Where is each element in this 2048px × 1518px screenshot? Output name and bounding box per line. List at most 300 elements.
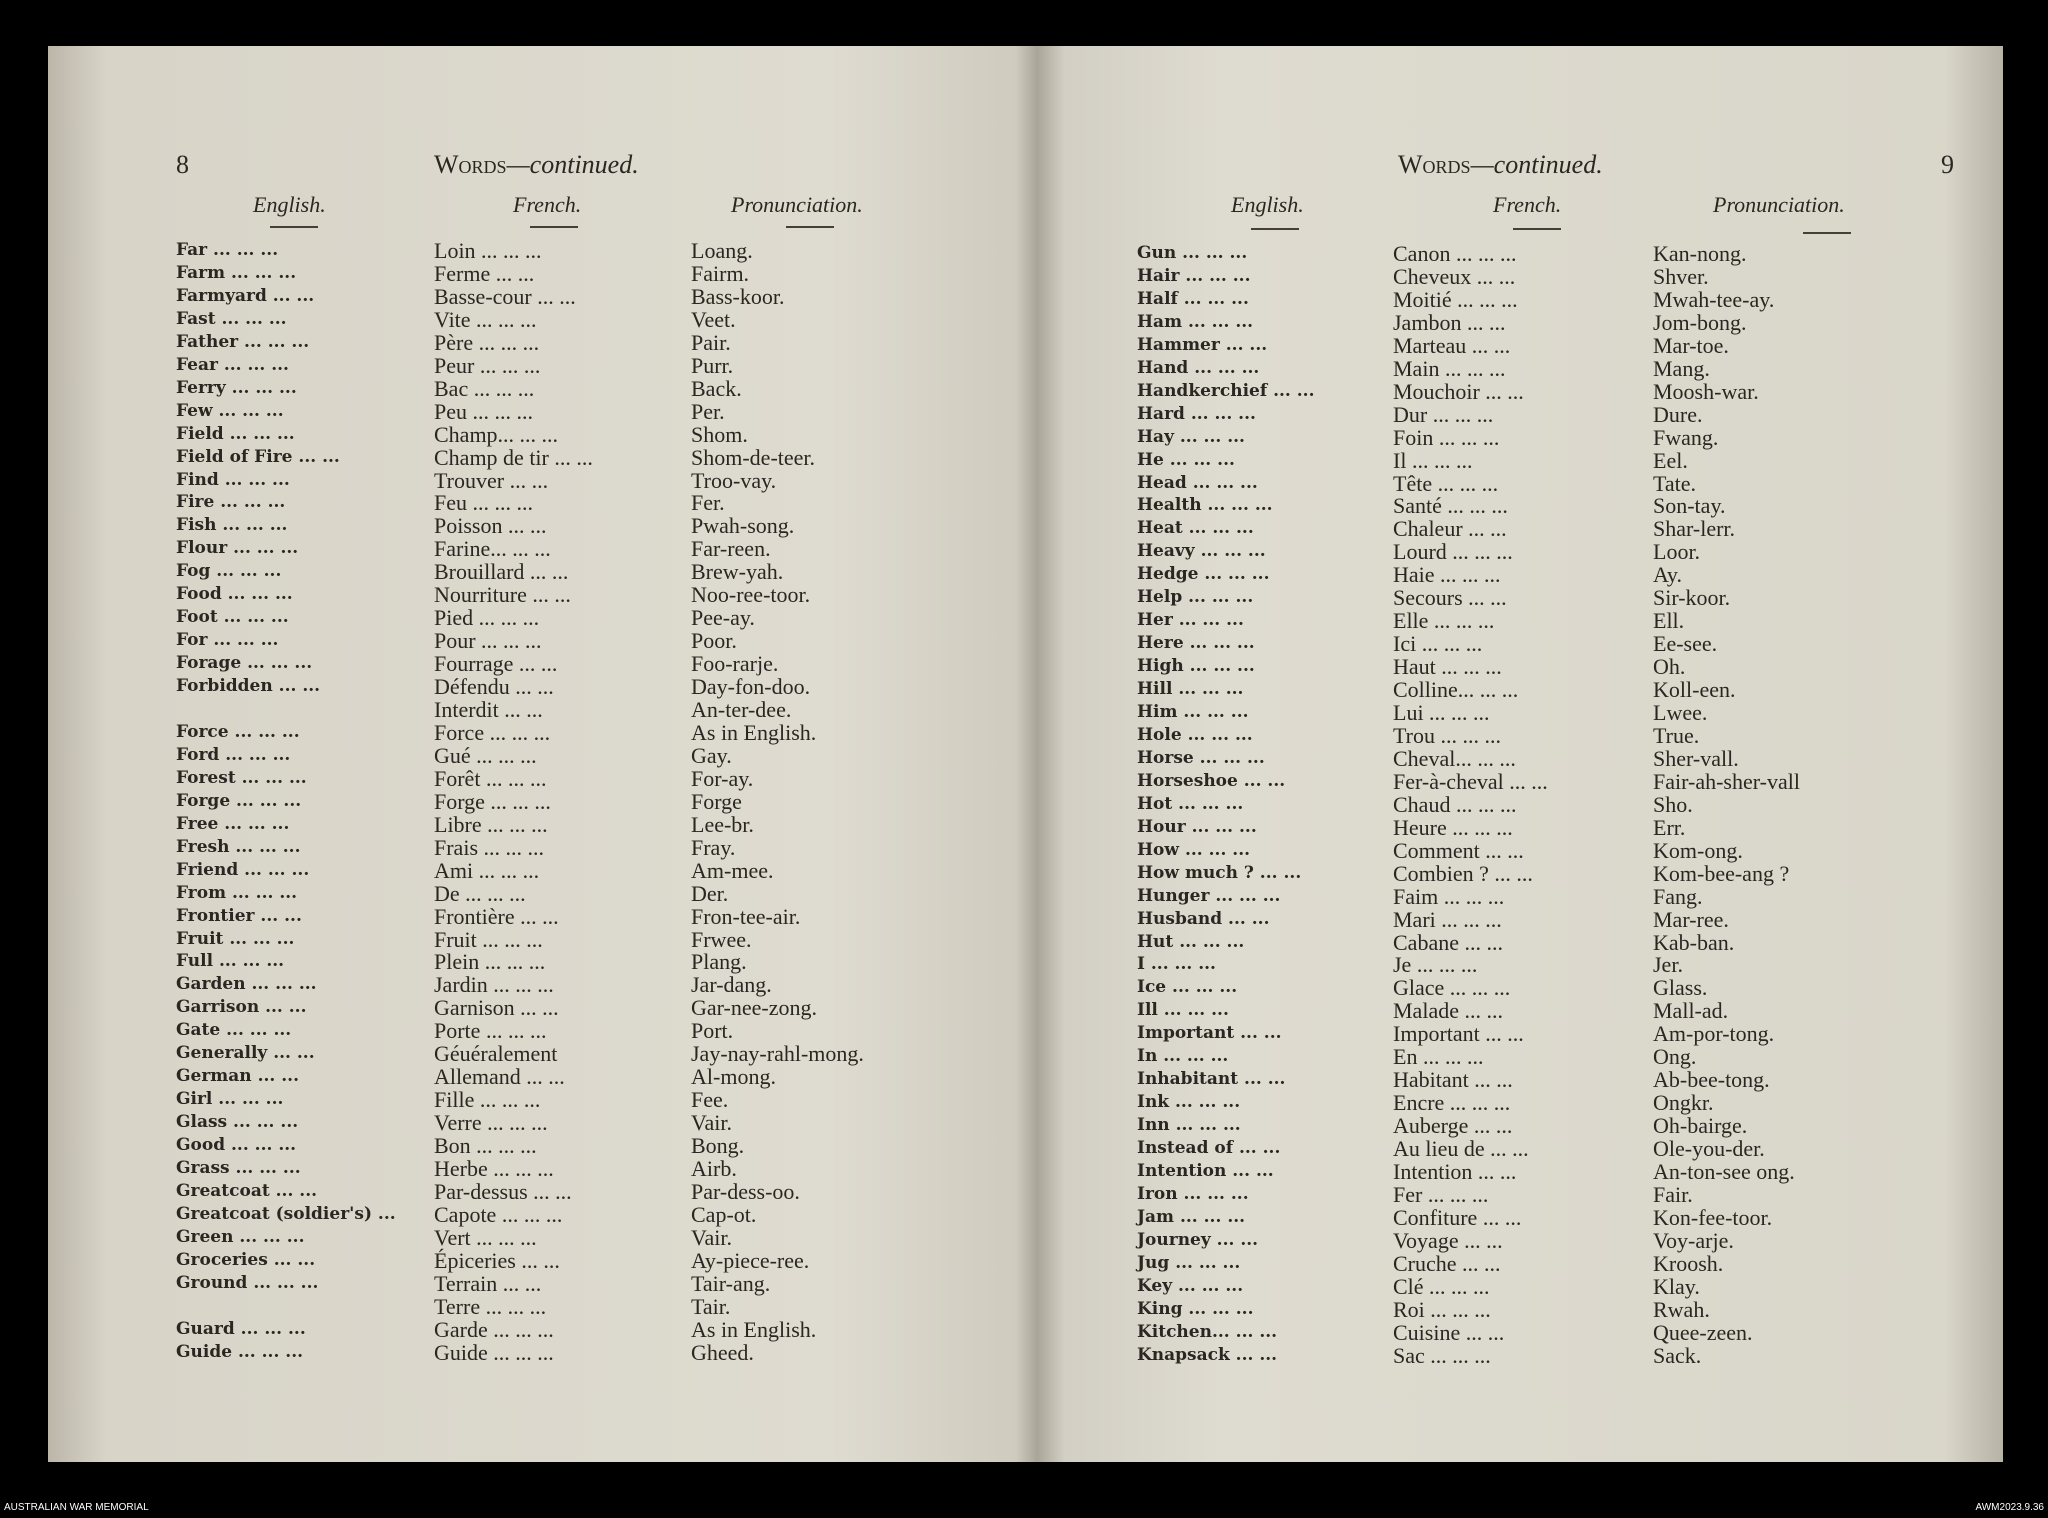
word-row	[1033, 1068, 2003, 1091]
pronunciation: Fair-ah-sher-vall	[1653, 768, 1800, 794]
pronunciation: Sho.	[1653, 791, 1693, 817]
col-rule	[530, 226, 578, 228]
word-row	[1033, 1344, 2003, 1367]
word-row	[1033, 1022, 2003, 1045]
pronunciation: Shver.	[1653, 263, 1709, 289]
french-word: Frais ... ... ...	[434, 834, 544, 860]
english-word: Guard ... ... ...	[176, 1318, 306, 1339]
english-word: German ... ...	[176, 1066, 300, 1087]
pronunciation: Port.	[691, 1018, 734, 1044]
french-word: Roi ... ... ...	[1393, 1296, 1491, 1322]
pronunciation: Kan-nong.	[1653, 241, 1747, 266]
word-row	[1033, 288, 2003, 311]
french-word: Peu ... ... ...	[434, 398, 533, 424]
french-word: Cheval... ... ...	[1393, 745, 1516, 771]
word-row	[48, 652, 1033, 675]
word-row	[1033, 1114, 2003, 1137]
french-word: Plein ... ... ...	[434, 949, 546, 975]
word-row	[48, 239, 1033, 262]
english-word: Horse ... ... ...	[1137, 747, 1265, 768]
pronunciation: Am-mee.	[691, 857, 774, 883]
pronunciation: Tate.	[1653, 470, 1697, 496]
english-word: Far ... ... ...	[176, 240, 279, 260]
pronunciation: True.	[1653, 722, 1700, 748]
page-number: 8	[176, 150, 189, 179]
french-word: Nourriture ... ...	[434, 582, 571, 608]
english-word: Garden ... ... ...	[176, 974, 317, 995]
pronunciation: Fairm.	[691, 260, 750, 286]
word-row	[48, 308, 1033, 331]
word-row	[1033, 426, 2003, 449]
word-row	[48, 790, 1033, 813]
english-word: Iron ... ... ...	[1137, 1183, 1249, 1204]
word-row	[48, 721, 1033, 744]
french-word: Ferme ... ...	[434, 260, 535, 286]
word-row	[48, 1203, 1033, 1226]
french-word: Épiceries ... ...	[434, 1247, 560, 1273]
word-row	[1033, 1298, 2003, 1321]
english-word: Green ... ... ...	[176, 1226, 305, 1247]
word-row	[1033, 311, 2003, 334]
word-row	[1033, 563, 2003, 586]
french-word: Feu ... ... ...	[434, 490, 533, 516]
word-row	[1033, 1160, 2003, 1183]
pronunciation: Ole-you-der.	[1653, 1136, 1765, 1162]
french-word: Farine... ... ...	[434, 536, 551, 562]
right-page	[1033, 46, 2003, 1462]
pronunciation: Ab-bee-tong.	[1653, 1067, 1770, 1093]
english-word: Fire ... ... ...	[176, 492, 286, 513]
pronunciation: Kon-fee-toor.	[1653, 1204, 1773, 1230]
english-word: Ferry ... ... ...	[176, 377, 297, 398]
pronunciation: Der.	[691, 880, 729, 906]
pronunciation: Airb.	[691, 1156, 737, 1181]
word-row	[48, 1134, 1033, 1157]
word-row	[48, 446, 1033, 469]
english-word: Girl ... ... ...	[176, 1089, 284, 1110]
word-row	[1033, 380, 2003, 403]
pronunciation: Gheed.	[691, 1339, 754, 1365]
pronunciation: Voy-arje.	[1653, 1227, 1734, 1253]
english-word: Groceries ... ...	[176, 1249, 316, 1270]
word-row	[1033, 793, 2003, 816]
word-row	[48, 1226, 1033, 1249]
word-row	[1033, 1252, 2003, 1275]
word-row	[48, 1295, 1033, 1318]
word-row	[1033, 724, 2003, 747]
pronunciation: Koll-een.	[1653, 677, 1736, 703]
pronunciation: Shom.	[691, 421, 748, 447]
french-word: Pour ... ... ...	[434, 628, 542, 654]
english-word: Her ... ... ...	[1137, 610, 1244, 631]
english-word: Knapsack ... ...	[1137, 1344, 1278, 1365]
pronunciation: Tair-ang.	[691, 1270, 771, 1296]
pronunciation: Sir-koor.	[1653, 585, 1731, 611]
word-row	[48, 1318, 1033, 1341]
english-word: Gun ... ... ...	[1137, 243, 1248, 263]
french-word: Peur ... ... ...	[434, 352, 541, 378]
french-word: Guide ... ... ...	[434, 1339, 554, 1365]
english-word: Fast ... ... ...	[176, 308, 287, 329]
word-row	[48, 1249, 1033, 1272]
col-header-pronunciation: Pronunciation.	[731, 192, 863, 217]
col-rule	[786, 226, 834, 228]
pronunciation: Per.	[691, 398, 725, 424]
french-word: Elle ... ... ...	[1393, 608, 1495, 634]
french-word: Ami ... ... ...	[434, 857, 540, 883]
french-word: Fruit ... ... ...	[434, 926, 543, 952]
pronunciation: Mar-toe.	[1653, 332, 1729, 358]
pronunciation: Loor.	[1653, 539, 1701, 565]
english-word: Hammer ... ...	[1137, 334, 1268, 355]
french-word: Ici ... ... ...	[1393, 631, 1483, 657]
word-row	[48, 675, 1033, 698]
footer-id: AWM2023.9.36	[1975, 1502, 2044, 1513]
english-word: Hedge ... ... ...	[1137, 564, 1270, 585]
word-row	[1033, 242, 2003, 265]
english-word: Guide ... ... ...	[176, 1341, 304, 1362]
word-row	[1033, 334, 2003, 357]
word-row	[1033, 885, 2003, 908]
french-word: Voyage ... ...	[1393, 1227, 1503, 1253]
pronunciation: Rwah.	[1653, 1296, 1710, 1322]
english-word: Fog ... ... ...	[176, 561, 282, 582]
english-word: Force ... ... ...	[176, 721, 300, 742]
french-word: Frontière ... ...	[434, 903, 559, 929]
pronunciation: Ong.	[1653, 1044, 1697, 1070]
english-word: How ... ... ...	[1137, 839, 1251, 860]
pronunciation: Oh.	[1653, 654, 1686, 680]
pronunciation: Pee-ay.	[691, 605, 755, 631]
english-word: Flour ... ... ...	[176, 538, 299, 559]
word-row	[48, 905, 1033, 928]
french-word: Lui ... ... ...	[1393, 700, 1490, 725]
pronunciation: As in English.	[691, 1316, 817, 1342]
french-word: Géuéralement	[434, 1041, 558, 1067]
pronunciation: Troo-vay.	[691, 467, 777, 493]
footer-credit: AUSTRALIAN WAR MEMORIAL	[4, 1502, 149, 1513]
french-word: Mari ... ... ...	[1393, 906, 1502, 932]
pronunciation: Vair.	[691, 1110, 732, 1136]
word-row	[1033, 609, 2003, 632]
pronunciation: Moosh-war.	[1653, 378, 1759, 404]
word-row	[1033, 265, 2003, 288]
pronunciation: For-ay.	[691, 765, 754, 791]
english-word: Inn ... ... ...	[1137, 1115, 1241, 1136]
word-row	[48, 1019, 1033, 1042]
word-row	[1033, 540, 2003, 563]
english-word: Hair ... ... ...	[1137, 265, 1251, 286]
english-word: Fish ... ... ...	[176, 515, 288, 536]
french-word: Allemand ... ...	[434, 1064, 565, 1090]
pronunciation: Fron-tee-air.	[691, 903, 801, 929]
word-row	[48, 629, 1033, 652]
pronunciation: Lwee.	[1653, 700, 1708, 725]
pronunciation: Pair.	[691, 329, 731, 355]
word-row	[48, 285, 1033, 308]
pronunciation: Klay.	[1653, 1273, 1700, 1299]
pronunciation: Ay-piece-ree.	[691, 1247, 810, 1273]
word-row	[1033, 586, 2003, 609]
word-row	[1033, 517, 2003, 540]
english-word: Generally ... ...	[176, 1043, 315, 1064]
pronunciation: Fer.	[691, 490, 725, 516]
french-word: Trou ... ... ...	[1393, 722, 1501, 748]
french-word: Gué ... ... ...	[434, 742, 537, 768]
pronunciation: Kom-bee-ang ?	[1653, 860, 1790, 886]
english-word: In ... ... ...	[1137, 1046, 1229, 1067]
pronunciation: Jer.	[1653, 952, 1683, 978]
english-word: Ice ... ... ...	[1137, 977, 1238, 998]
english-word: Hole ... ... ...	[1137, 724, 1253, 745]
french-word: Bac ... ... ...	[434, 375, 535, 401]
word-row	[1033, 1321, 2003, 1344]
french-word: Malade ... ...	[1393, 998, 1503, 1024]
word-row	[48, 469, 1033, 492]
french-word: Jardin ... ... ...	[434, 972, 554, 998]
word-row	[48, 1088, 1033, 1111]
french-word: Tête ... ... ...	[1393, 470, 1499, 496]
english-word: Forbidden ... ...	[176, 676, 321, 697]
pronunciation: Fang.	[1653, 883, 1703, 909]
french-word: Mouchoir ... ...	[1393, 378, 1524, 404]
english-word: Hot ... ... ...	[1137, 793, 1244, 814]
english-word: Help ... ... ...	[1137, 587, 1254, 608]
left-page	[48, 46, 1033, 1462]
pronunciation: Dure.	[1653, 401, 1703, 427]
english-word: How much ? ... ...	[1137, 862, 1302, 883]
french-word: Encre ... ... ...	[1393, 1090, 1511, 1116]
french-word: Libre ... ... ...	[434, 811, 548, 837]
page-number: 9	[1941, 150, 1954, 179]
pronunciation: Sack.	[1653, 1342, 1702, 1368]
pronunciation: Mar-ree.	[1653, 906, 1729, 932]
english-word: Hour ... ... ...	[1137, 816, 1257, 837]
french-word: Champ de tir ... ...	[434, 444, 593, 470]
english-word: Kitchen... ... ...	[1137, 1321, 1278, 1342]
word-row	[1033, 403, 2003, 426]
word-row	[1033, 678, 2003, 701]
word-row	[1033, 357, 2003, 380]
pronunciation: Ell.	[1653, 608, 1685, 634]
pronunciation: Plang.	[691, 949, 747, 975]
col-header-french: French.	[513, 192, 582, 217]
english-word: Foot ... ... ...	[176, 607, 289, 628]
pronunciation: Son-tay.	[1653, 493, 1726, 519]
pronunciation: Noo-ree-toor.	[691, 582, 811, 608]
word-row	[48, 377, 1033, 400]
french-word: Habitant ... ...	[1393, 1067, 1513, 1093]
french-word: Brouillard ... ...	[434, 559, 569, 585]
pronunciation: Day-fon-doo.	[691, 674, 811, 700]
french-word: Pied ... ... ...	[434, 605, 540, 631]
word-row	[1033, 1045, 2003, 1068]
pronunciation: Glass.	[1653, 975, 1708, 1001]
word-row	[1033, 770, 2003, 793]
word-row	[48, 1341, 1033, 1364]
french-word: Fer ... ... ...	[1393, 1181, 1489, 1207]
pronunciation: An-ter-dee.	[691, 697, 792, 722]
pronunciation: Mang.	[1653, 355, 1710, 381]
word-row	[48, 1042, 1033, 1065]
word-row	[1033, 1091, 2003, 1114]
col-header-english: English.	[253, 192, 326, 217]
french-word: Santé ... ... ...	[1393, 493, 1508, 519]
english-word: Farm ... ... ...	[176, 262, 297, 283]
col-rule	[1513, 228, 1561, 230]
english-word: Jug ... ... ...	[1137, 1252, 1241, 1273]
english-word: Forest ... ... ...	[176, 767, 307, 788]
pronunciation: Gar-nee-zong.	[691, 995, 817, 1021]
word-row	[48, 423, 1033, 446]
french-word: Clé ... ... ...	[1393, 1273, 1490, 1299]
english-word: Field ... ... ...	[176, 423, 295, 444]
pronunciation: Par-dess-oo.	[691, 1178, 800, 1204]
word-row	[48, 331, 1033, 354]
word-row	[48, 1065, 1033, 1088]
pronunciation: Brew-yah.	[691, 559, 784, 585]
french-word: Faim ... ... ...	[1393, 883, 1505, 909]
running-head: Words—continued.	[434, 150, 639, 179]
word-row	[48, 400, 1033, 423]
word-row	[48, 560, 1033, 583]
pronunciation: Fair.	[1653, 1181, 1693, 1207]
french-word: Vert ... ... ...	[434, 1224, 537, 1250]
french-word: Bon ... ... ...	[434, 1133, 537, 1159]
french-word: Cruche ... ...	[1393, 1250, 1501, 1276]
french-word: Comment ... ...	[1393, 837, 1524, 863]
pronunciation: As in English.	[691, 719, 817, 745]
french-word: Cuisine ... ...	[1393, 1319, 1505, 1345]
word-row	[1033, 472, 2003, 495]
french-word: Capote ... ... ...	[434, 1201, 563, 1227]
french-word: Heure ... ... ...	[1393, 814, 1513, 840]
word-row	[1033, 1206, 2003, 1229]
english-word: Head ... ... ...	[1137, 472, 1258, 493]
pronunciation: Loang.	[691, 238, 753, 263]
french-word: Forêt ... ... ...	[434, 765, 547, 791]
pronunciation: Gay.	[691, 742, 732, 768]
french-word: Force ... ... ...	[434, 719, 551, 745]
french-word: Important ... ...	[1393, 1021, 1524, 1047]
pronunciation: Lee-br.	[691, 811, 754, 837]
pronunciation: Ay.	[1653, 562, 1682, 588]
english-word: Fresh ... ... ...	[176, 836, 301, 857]
french-word: Cabane ... ...	[1393, 929, 1503, 955]
french-word: Main ... ... ...	[1393, 355, 1506, 381]
pronunciation: Poor.	[691, 628, 737, 654]
english-word: Hay ... ... ...	[1137, 426, 1245, 447]
french-word: Par-dessus ... ...	[434, 1178, 572, 1204]
pronunciation: Purr.	[691, 352, 734, 378]
pronunciation: Ongkr.	[1653, 1090, 1714, 1116]
french-word: Au lieu de ... ...	[1393, 1136, 1529, 1162]
pronunciation: Fwang.	[1653, 424, 1719, 450]
word-row	[1033, 449, 2003, 472]
english-word: Few ... ... ...	[176, 400, 284, 421]
pronunciation: Foo-rarje.	[691, 651, 779, 677]
english-word: Ham ... ... ...	[1137, 311, 1254, 332]
french-word: Herbe ... ... ...	[434, 1156, 554, 1181]
french-word: Il ... ... ...	[1393, 447, 1473, 473]
word-row	[48, 354, 1033, 377]
pronunciation: Tair.	[691, 1293, 731, 1319]
col-rule	[1803, 232, 1851, 234]
word-row	[48, 767, 1033, 790]
english-word: I ... ... ...	[1137, 954, 1216, 975]
english-word: Him ... ... ...	[1137, 702, 1249, 722]
english-word: Ink ... ... ...	[1137, 1092, 1241, 1113]
english-word: Instead of ... ...	[1137, 1138, 1281, 1159]
word-row	[1033, 862, 2003, 885]
french-word: Défendu ... ...	[434, 674, 554, 700]
word-row	[48, 1272, 1033, 1295]
pronunciation: Ee-see.	[1653, 631, 1718, 657]
word-row	[48, 996, 1033, 1019]
pronunciation: Bong.	[691, 1133, 745, 1159]
pronunciation: Jom-bong.	[1653, 309, 1747, 335]
english-word: Husband ... ...	[1137, 908, 1270, 929]
english-word: Gate ... ... ...	[176, 1020, 292, 1041]
word-row	[1033, 839, 2003, 862]
word-row	[48, 882, 1033, 905]
french-word: De ... ... ...	[434, 880, 526, 906]
english-word: Ill ... ... ...	[1137, 1000, 1229, 1021]
french-word: Canon ... ... ...	[1393, 241, 1517, 266]
word-row	[1033, 632, 2003, 655]
french-word: Forge ... ... ...	[434, 788, 551, 814]
english-word: Heavy ... ... ...	[1137, 541, 1266, 562]
word-row	[48, 537, 1033, 560]
word-row	[48, 928, 1033, 951]
french-word: Colline... ... ...	[1393, 677, 1519, 703]
english-word: Health ... ... ...	[1137, 495, 1273, 516]
word-row	[48, 583, 1033, 606]
word-row	[48, 1111, 1033, 1134]
english-word: Horseshoe ... ...	[1137, 770, 1286, 791]
english-word: Here ... ... ...	[1137, 633, 1255, 654]
pronunciation: Pwah-song.	[691, 513, 795, 539]
english-word: Hand ... ... ...	[1137, 357, 1260, 378]
word-row	[48, 606, 1033, 629]
french-word: Je ... ... ...	[1393, 952, 1478, 978]
word-row	[1033, 976, 2003, 999]
english-word: Jam ... ... ...	[1137, 1206, 1246, 1227]
english-word: Find ... ... ...	[176, 469, 290, 490]
french-word: Basse-cour ... ...	[434, 283, 576, 309]
pronunciation: An-ton-see ong.	[1653, 1159, 1795, 1184]
english-word: Handkerchief ... ...	[1137, 380, 1315, 401]
english-word: High ... ... ...	[1137, 656, 1255, 677]
english-word: For ... ... ...	[176, 630, 279, 651]
word-row	[1033, 655, 2003, 678]
word-row	[48, 491, 1033, 514]
french-word: En ... ... ...	[1393, 1044, 1484, 1070]
french-word: Porte ... ... ...	[434, 1018, 547, 1044]
english-word: Forage ... ... ...	[176, 653, 313, 674]
word-row	[1033, 908, 2003, 931]
english-word: Farmyard ... ...	[176, 285, 315, 306]
french-word: Moitié ... ... ...	[1393, 286, 1518, 312]
book-spread	[48, 46, 2003, 1462]
pronunciation: Veet.	[691, 306, 736, 332]
pronunciation: Shom-de-teer.	[691, 444, 816, 470]
french-word: Jambon ... ...	[1393, 309, 1506, 335]
pronunciation: Sher-vall.	[1653, 745, 1739, 771]
english-word: Inhabitant ... ...	[1137, 1069, 1286, 1090]
english-word: Frontier ... ...	[176, 905, 302, 926]
english-word: Key ... ... ...	[1137, 1275, 1244, 1296]
